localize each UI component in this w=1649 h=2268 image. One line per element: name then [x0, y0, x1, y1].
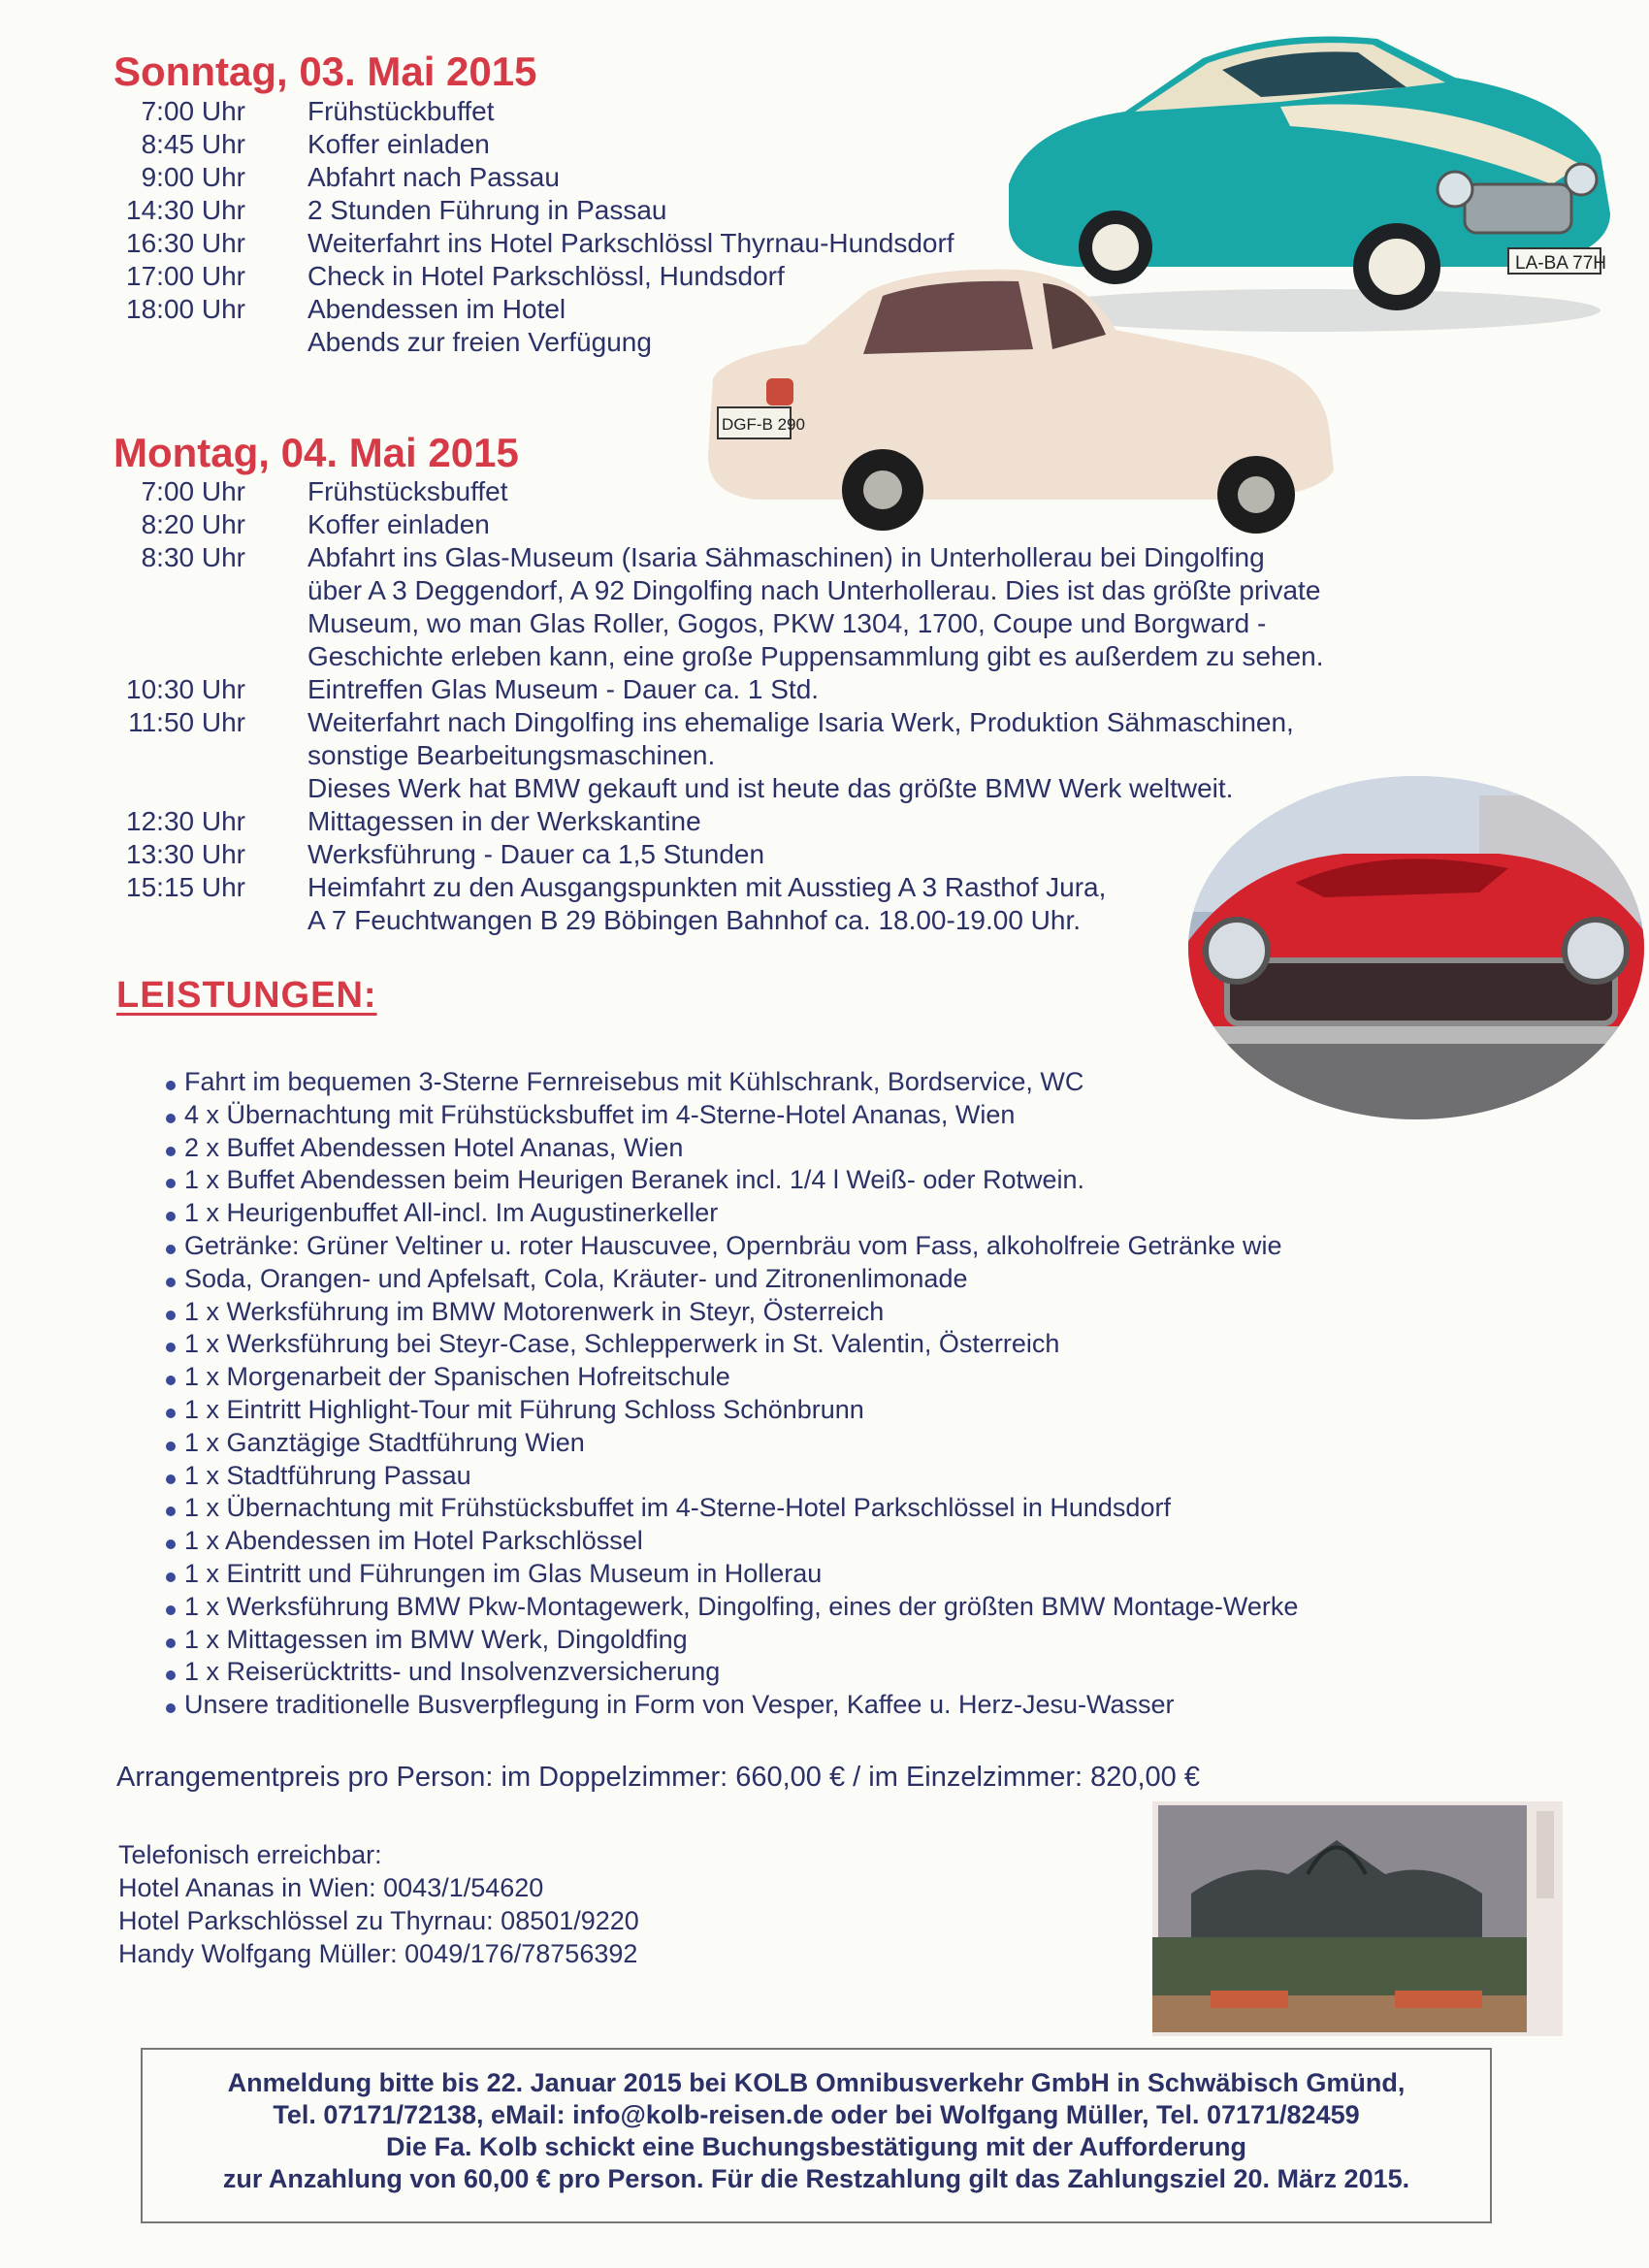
schedule-line: Abfahrt ins Glas-Museum (Isaria Sähmaschinen) in Unterhollerau bei Dingolfing — [307, 542, 1265, 572]
schedule-line: Abfahrt nach Passau — [307, 162, 560, 192]
schedule-row — [113, 293, 1374, 326]
schedule-description — [307, 326, 652, 359]
service-item: Fahrt im bequemen 3-Sterne Fernreisebus mit Kühlschrank, Bordservice, WC — [163, 1066, 1298, 1099]
schedule-time — [113, 326, 245, 359]
service-item: 1 x Ganztägige Stadtführung Wien — [163, 1427, 1298, 1460]
schedule-row — [113, 128, 1374, 161]
schedule-time: 10:30 Uhr — [126, 674, 245, 704]
schedule-line: Check in Hotel Parkschlössl, Hundsdorf — [307, 261, 785, 291]
schedule-line: Museum, wo man Glas Roller, Gogos, PKW 1304, 1700, Coupe und Borgward - — [307, 608, 1267, 638]
schedule-description — [307, 871, 1106, 937]
schedule-description — [307, 475, 507, 508]
schedule-row — [113, 260, 1374, 293]
schedule-time: 16:30 Uhr — [126, 228, 245, 258]
schedule-row — [113, 227, 1374, 260]
schedule-line: Weiterfahrt nach Dingolfing ins ehemalige Isaria Werk, Produktion Sähmaschinen, — [307, 707, 1294, 737]
schedule-time: 11:50 Uhr — [128, 707, 245, 737]
schedule-line: Geschichte erleben kann, eine große Puppensammlung gibt es außerdem zu sehen. — [307, 641, 1324, 671]
schedule-line: Abends zur freien Verfügung — [307, 327, 652, 357]
services-heading: LEISTUNGEN: — [116, 975, 377, 1016]
contact-block — [118, 1838, 639, 1970]
price-line: Arrangementpreis pro Person: im Doppelzimmer: 660,00 € / im Einzelzimmer: 820,00 € — [116, 1762, 1200, 1793]
service-item: 1 x Mittagessen im BMW Werk, Dingoldfing — [163, 1624, 1298, 1657]
schedule-description — [307, 95, 494, 128]
schedule-description — [307, 508, 490, 541]
sunday-schedule — [113, 95, 1374, 359]
schedule-time: 8:20 Uhr — [141, 509, 245, 539]
schedule-row — [113, 95, 1374, 128]
license-plate-car2: DGF-B 290 — [722, 415, 805, 434]
booking-line: Tel. 07171/72138, eMail: info@kolb-reisen.de oder bei Wolfgang Müller, Tel. 07171/82459 — [273, 2100, 1360, 2129]
contact-line: Handy Wolfgang Müller: 0049/176/78756392 — [118, 1939, 638, 1968]
service-item: Unsere traditionelle Busverpflegung in Form von Vesper, Kaffee u. Herz-Jesu-Wasser — [163, 1689, 1298, 1722]
service-item: 1 x Werksführung im BMW Motorenwerk in Steyr, Österreich — [163, 1296, 1298, 1329]
service-item: 1 x Werksführung bei Steyr-Case, Schlepperwerk in St. Valentin, Österreich — [163, 1328, 1298, 1361]
schedule-line: Weiterfahrt ins Hotel Parkschlössl Thyrnau-Hundsdorf — [307, 228, 954, 258]
license-plate-car1: LA-BA 77H — [1515, 253, 1606, 274]
schedule-description — [307, 161, 560, 194]
service-item: 1 x Übernachtung mit Frühstücksbuffet im 4-Sterne-Hotel Parkschlössel in Hundsdorf — [163, 1492, 1298, 1525]
schedule-line: Werksführung - Dauer ca 1,5 Stunden — [307, 839, 765, 869]
schedule-row — [113, 161, 1374, 194]
schedule-line: Eintreffen Glas Museum - Dauer ca. 1 Std. — [307, 674, 820, 704]
service-item: 1 x Heurigenbuffet All-incl. Im Augustinerkeller — [163, 1197, 1298, 1230]
service-item: 4 x Übernachtung mit Frühstücksbuffet im 4-Sterne-Hotel Ananas, Wien — [163, 1099, 1298, 1132]
schedule-row — [113, 871, 1374, 937]
schedule-line: Frühstückbuffet — [307, 96, 495, 126]
schedule-row — [113, 475, 1374, 508]
schedule-time: 17:00 Uhr — [126, 261, 245, 291]
schedule-line: Koffer einladen — [307, 509, 490, 539]
booking-line: Anmeldung bitte bis 22. Januar 2015 bei KOLB Omnibusverkehr GmbH in Schwäbisch Gmünd, — [227, 2068, 1406, 2097]
booking-line: zur Anzahlung von 60,00 € pro Person. Für die Restzahlung gilt das Zahlungsziel 20. März 2015. — [222, 2164, 1410, 2193]
schedule-line: Koffer einladen — [307, 129, 490, 159]
schedule-time: 15:15 Uhr — [126, 872, 245, 902]
service-item: 1 x Stadtführung Passau — [163, 1460, 1298, 1493]
booking-box — [141, 2048, 1492, 2223]
service-item: 1 x Werksführung BMW Pkw-Montagewerk, Dingolfing, eines der größten BMW Montage-Werke — [163, 1591, 1298, 1624]
service-item: 1 x Buffet Abendessen beim Heurigen Beranek incl. 1/4 l Weiß- oder Rotwein. — [163, 1164, 1298, 1197]
schedule-row — [113, 805, 1374, 838]
schedule-description — [307, 805, 701, 838]
monday-schedule — [113, 475, 1374, 937]
service-item: 1 x Abendessen im Hotel Parkschlössel — [163, 1525, 1298, 1558]
schedule-line: Abendessen im Hotel — [307, 294, 566, 324]
schedule-description — [307, 673, 819, 706]
schedule-description — [307, 838, 764, 871]
schedule-time: 9:00 Uhr — [141, 162, 245, 192]
service-item: Getränke: Grüner Veltiner u. roter Hauscuvee, Opernbräu vom Fass, alkoholfreie Getränke wie — [163, 1230, 1298, 1263]
schedule-line: Mittagessen in der Werkskantine — [307, 806, 701, 836]
service-item: 1 x Morgenarbeit der Spanischen Hofreitschule — [163, 1361, 1298, 1394]
schedule-row — [113, 541, 1374, 673]
schedule-line: A 7 Feuchtwangen B 29 Böbingen Bahnhof ca. 18.00-19.00 Uhr. — [307, 905, 1082, 935]
services-list — [163, 1066, 1298, 1722]
schedule-description — [307, 194, 666, 227]
schedule-line: sonstige Bearbeitungsmaschinen. — [307, 740, 716, 770]
schedule-time: 8:45 Uhr — [141, 129, 245, 159]
service-item: 1 x Eintritt Highlight-Tour mit Führung Schloss Schönbrunn — [163, 1394, 1298, 1427]
schedule-row — [113, 508, 1374, 541]
service-item: Soda, Orangen- und Apfelsaft, Cola, Kräuter- und Zitronenlimonade — [163, 1263, 1298, 1296]
schedule-row — [113, 673, 1374, 706]
schedule-row — [113, 706, 1374, 805]
schedule-line: Dieses Werk hat BMW gekauft und ist heute das größte BMW Werk weltweit. — [307, 773, 1234, 803]
sunday-heading: Sonntag, 03. Mai 2015 — [113, 49, 537, 94]
schedule-description — [307, 227, 954, 260]
schedule-description — [307, 260, 785, 293]
service-item: 2 x Buffet Abendessen Hotel Ananas, Wien — [163, 1132, 1298, 1165]
schedule-time: 18:00 Uhr — [126, 294, 245, 324]
schedule-line: Heimfahrt zu den Ausgangspunkten mit Ausstieg A 3 Rasthof Jura, — [307, 872, 1107, 902]
schedule-time: 7:00 Uhr — [141, 96, 245, 126]
service-item: 1 x Eintritt und Führungen im Glas Museum in Hollerau — [163, 1558, 1298, 1591]
schedule-description — [307, 293, 566, 326]
contact-line: Hotel Parkschlössel zu Thyrnau: 08501/9220 — [118, 1906, 639, 1935]
schedule-description — [307, 541, 1324, 673]
service-item: 1 x Reiserücktritts- und Insolvenzversicherung — [163, 1656, 1298, 1689]
schedule-line: 2 Stunden Führung in Passau — [307, 195, 667, 225]
schedule-row — [113, 194, 1374, 227]
contact-line: Hotel Ananas in Wien: 0043/1/54620 — [118, 1873, 544, 1902]
schedule-row — [113, 838, 1374, 871]
schedule-line: Frühstücksbuffet — [307, 476, 508, 506]
schedule-row — [113, 326, 1374, 359]
schedule-time: 14:30 Uhr — [126, 195, 245, 225]
contact-heading: Telefonisch erreichbar: — [118, 1840, 382, 1869]
schedule-time: 13:30 Uhr — [126, 839, 245, 869]
schedule-line: über A 3 Deggendorf, A 92 Dingolfing nach Unterhollerau. Dies ist das größte private — [307, 575, 1321, 605]
monday-heading: Montag, 04. Mai 2015 — [113, 430, 519, 475]
schedule-time: 7:00 Uhr — [141, 476, 245, 506]
schedule-time: 8:30 Uhr — [141, 542, 245, 572]
schedule-description — [307, 128, 490, 161]
schedule-time: 12:30 Uhr — [126, 806, 245, 836]
palm-house-photo — [1152, 1801, 1563, 2036]
booking-line: Die Fa. Kolb schickt eine Buchungsbestätigung mit der Aufforderung — [385, 2132, 1247, 2161]
schedule-description — [307, 706, 1294, 805]
